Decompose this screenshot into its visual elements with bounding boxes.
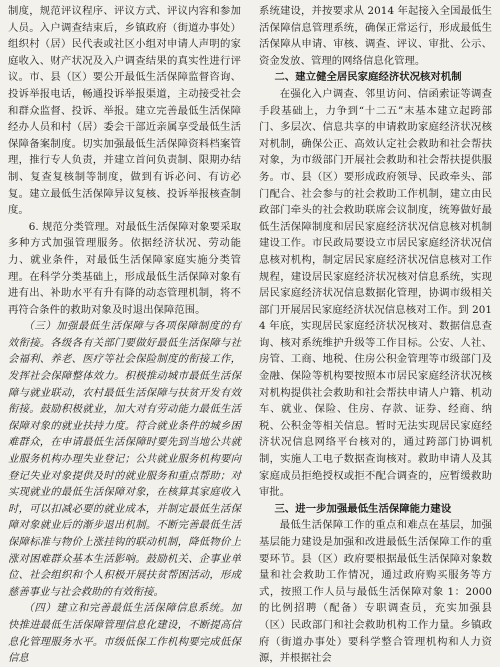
left-column [8,3,241,665]
paragraph: 系统建设，并按要求从 2014 年起接入全国最低生活保障信息管理系统，确保正常运行，形成最低生活保障从申请、审核、调查、评议、审批、公示、资金发放、管理的网络信息化管理。 [259,5,492,67]
section-heading-3: 三、进一步加强最低生活保障能力建设 [274,502,452,515]
section-heading-3: （三）加强最低生活保障与各项保障制度的有效衔接。各级各有关部门要做好最低生活保障与社会福利、养老、医疗等社会保险制度的衔接工作，发挥社会保障整体效力。积极推动城市最低生活保障与就业联动，农村最低生活保障与扶贫开发有效衔接。鼓励积极就业，加大对有劳动能力最低生活保障对象的就业扶持力度。符合就业条件的城乡困难群众，在申请最低生活保障时要先到当地公共就业服务机构办理失业登记；公共就业服务机构要向登记失业对象提供及时的就业服务和重点帮助；对实现就业的最低生活保障对象，在核算其家庭收入时，可以扣减必要的就业成本，并制定最低生活保障对象就业后的渐步退出机制。不断完善最低生活保障标准与物价上涨挂钩的联动机制，降低物价上涨对困难群众基本生活影响。鼓励机关、企事业单位、社会组织和个人积极开展扶贫帮困活动，形成慈善事业与社会救助的有效衔接。 [8,320,241,598]
two-column-body [8,3,492,665]
paragraph: 在强化入户调查、邻里访问、信函索证等调查手段基础上，力争到“十二五”末基本建立起跨部门、多层次、信息共享的申请救助家庭经济状况核对机制，确保公正、高效认定社会救助和社会帮扶对象，为市级部门开展社会救助和社会帮扶提供服务。市、县（区）要形成政府领导、民政牵头、部门配合、社会参与的社会救助工作机制，建立由民政部门牵头的社会救助联席会议制度，统筹做好最低生活保障制度和居民家庭经济状况信息核对机制建设工作。市民政局要设立市居民家庭经济状况信息核对机构，制定居民家庭经济状况信息核对工作规程，建设居民家庭经济状况核对信息系统，实现居民家庭经济状况信息数据化管理，协调市级相关部门开展居民家庭经济状况信息核对工作。到 2014 年底，实现居民家庭经济状况核对、数据信息查询、核对系统维护升级等工作目标。公安、人社、房管、工商、地税、住房公积金管理等市级部门及金融、保险等机构要按照本市居民家庭经济状况核对机构提供社会救助和社会帮扶申请人户籍、机动车、就业、保险、住房、存款、证券、经商、纳税、公积金等相关信息。暂时无法实现居民家庭经济状况信息网络平台核对的，通过跨部门协调机制，实施人工电子数据查询核对。救助申请人及其家庭成员拒绝授权或拒不配合调查的，应暂缓救助审批。 [259,87,492,499]
section-heading-2: 二、建立健全居民家庭经济状况核对机制 [274,71,462,84]
paragraph: 最低生活保障工作的重点和难点在基层，加强基层能力建设是加强和改进最低生活保障工作的重要环节。县（区）政府要根据最低生活保障对象数量和社会救助工作情况，通过政府购买服务等方式，按照工作人员与最低生活保障对象 1：2000 的比例招聘（配备）专职调查员，充实加强县（区）民政部门和社会救助机构工作力量。乡镇政府（街道办事处）要科学整合管理机构和人力资源，并根据社会 [259,519,492,665]
paragraph: 制度，规范评议程序、评议方式、评议内容和参加人员。入户调查结束后，乡镇政府（街道办事处）组织村（居）民代表或社区小组对申请人声明的家庭收入、财产状况及入户调查结果的真实性进行评议。市、县（区）要公开最低生活保障监督咨询、投诉举报电话，畅通投诉举报渠道，主动接受社会和群众监督、投诉、举报。建立完善最低生活保障经办人员和村（居）委会干部近亲属享受最低生活保障备案制度。切实加强最低生活保障资料档案管理，推行专人负责，并建立首问负责制、限期办结制、复查复核制等制度，做到有诉必问、有访必复。建立最低生活保障异议复核、投诉举报核查制度。 [8,5,241,217]
paragraph: 6. 规范分类管理。对最低生活保障对象要采取多种方式加强管理服务。依据经济状况、劳动能力、就业条件，对最低生活保障家庭实施分类管理。在科学分类基础上，形成最低生活保障对象有进有出、补助水平有升有降的动态管理机制，将不再符合条件的救助对象及时退出保障范围。 [8,220,241,316]
right-column [259,3,492,665]
section-heading-4: （四）建立和完善最低生活保障信息系统。加快推进最低生活保障管理信息化建设，不断提高信息化管理服务水平。市级低保工作机构要完成低保信息 [8,602,241,665]
